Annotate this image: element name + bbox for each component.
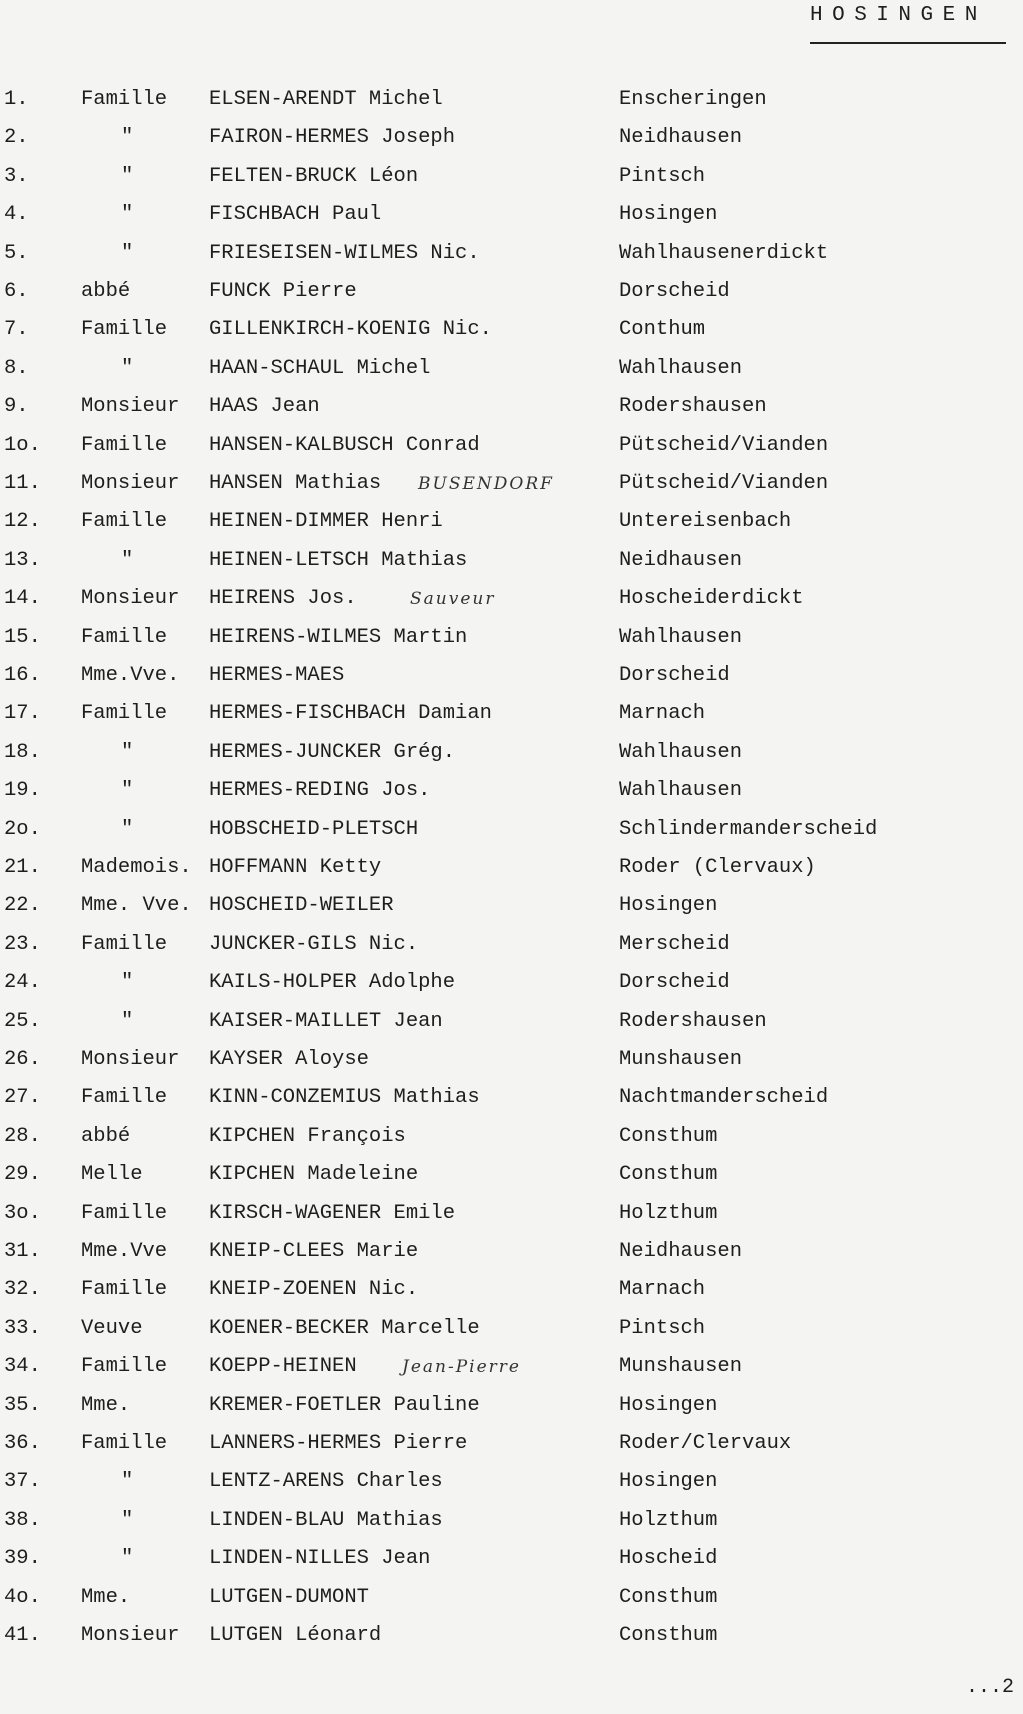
row-number: 31.	[4, 1240, 41, 1263]
row-name: LUTGEN-DUMONT	[209, 1585, 369, 1609]
row-title: Monsieur	[81, 395, 180, 419]
header-underline	[810, 42, 1006, 44]
row-title: Famille	[81, 932, 168, 956]
row-title: "	[121, 740, 134, 764]
row-title: "	[121, 1547, 134, 1571]
row-title: Famille	[81, 625, 168, 649]
row-number: 32.	[4, 1278, 41, 1302]
row-name: HEIRENS Jos.	[209, 587, 357, 611]
row-name: KAILS-HOLPER Adolphe	[209, 971, 456, 995]
handwritten-annotation: BUSENDORF	[418, 474, 554, 494]
row-name: HAAN-SCHAUL Michel	[209, 356, 431, 380]
list-row	[0, 1509, 1023, 1545]
row-number: 9.	[4, 395, 29, 419]
row-place: Consthum	[619, 1585, 718, 1609]
row-name: FUNCK Pierre	[209, 280, 357, 303]
row-number: 2.	[4, 126, 29, 150]
row-place: Dorscheid	[619, 971, 730, 995]
row-title: "	[121, 779, 134, 803]
row-title: "	[121, 1009, 134, 1033]
row-number: 3o.	[4, 1201, 41, 1225]
row-place: Conthum	[619, 318, 706, 342]
row-name: KINN-CONZEMIUS Mathias	[209, 1086, 480, 1110]
row-number: 23.	[4, 932, 41, 956]
list-row	[0, 587, 1023, 623]
row-place: Dorscheid	[619, 280, 730, 303]
row-title: Famille	[81, 433, 168, 457]
row-number: 28.	[4, 1124, 41, 1148]
row-name: GILLENKIRCH-KOENIG Nic.	[209, 318, 492, 342]
row-number: 6.	[4, 280, 29, 303]
row-number: 24.	[4, 971, 41, 995]
list-row	[0, 88, 1023, 124]
row-name: HEINEN-DIMMER Henri	[209, 510, 443, 534]
row-place: Roder/Clervaux	[619, 1432, 792, 1455]
row-place: Wahlhausenerdickt	[619, 241, 829, 265]
list-row	[0, 1547, 1023, 1583]
row-place: Hosingen	[619, 894, 718, 918]
row-place: Hosingen	[619, 1470, 718, 1494]
row-number: 1.	[4, 88, 29, 111]
list-row	[0, 1240, 1023, 1276]
list-row	[0, 357, 1023, 393]
row-title: Mme.	[81, 1585, 131, 1609]
row-title: Mademois.	[81, 856, 192, 879]
list-row	[0, 1086, 1023, 1122]
row-name: LENTZ-ARENS Charles	[209, 1470, 443, 1494]
row-name: HANSEN Mathias	[209, 472, 382, 495]
row-title: Monsieur	[81, 472, 180, 495]
list-row	[0, 971, 1023, 1007]
row-title: Famille	[81, 1201, 168, 1225]
row-title: Monsieur	[81, 1624, 180, 1647]
list-row	[0, 510, 1023, 546]
handwritten-annotation: Sauveur	[410, 589, 496, 610]
list-row	[0, 702, 1023, 738]
row-place: Consthum	[619, 1624, 718, 1647]
list-row	[0, 126, 1023, 162]
row-name: LINDEN-BLAU Mathias	[209, 1508, 443, 1532]
row-number: 36.	[4, 1432, 41, 1455]
row-name: KAISER-MAILLET Jean	[209, 1009, 443, 1033]
row-number: 11.	[4, 472, 41, 495]
list-row	[0, 1125, 1023, 1161]
row-title: "	[121, 203, 134, 227]
row-title: "	[121, 1508, 134, 1532]
row-place: Pintsch	[619, 164, 706, 188]
row-place: Wahlhausen	[619, 779, 743, 803]
row-number: 16.	[4, 664, 41, 687]
row-name: KOENER-BECKER Marcelle	[209, 1316, 480, 1340]
row-place: Neidhausen	[619, 126, 743, 150]
list-row	[0, 1355, 1023, 1391]
list-row	[0, 1586, 1023, 1622]
list-row	[0, 165, 1023, 201]
row-place: Rodershausen	[619, 1009, 767, 1033]
row-name: LANNERS-HERMES Pierre	[209, 1432, 468, 1455]
row-place: Pütscheid/Vianden	[619, 472, 829, 495]
row-place: Rodershausen	[619, 395, 767, 419]
row-title: Mme.	[81, 1393, 131, 1417]
row-title: Famille	[81, 1278, 168, 1302]
row-number: 12.	[4, 510, 41, 534]
row-name: KAYSER Aloyse	[209, 1048, 369, 1071]
row-place: Hosingen	[619, 1393, 718, 1417]
row-name: HERMES-FISCHBACH Damian	[209, 702, 492, 726]
list-row	[0, 1202, 1023, 1238]
row-title: Famille	[81, 510, 168, 534]
row-place: Dorscheid	[619, 664, 730, 687]
row-title: Famille	[81, 702, 168, 726]
row-place: Neidhausen	[619, 1240, 743, 1263]
row-title: Famille	[81, 1432, 168, 1455]
row-place: Consthum	[619, 1163, 718, 1187]
list-row	[0, 933, 1023, 969]
row-name: LUTGEN Léonard	[209, 1624, 382, 1647]
row-name: HOSCHEID-WEILER	[209, 894, 394, 918]
row-place: Munshausen	[619, 1355, 743, 1379]
list-row	[0, 395, 1023, 431]
row-number: 21.	[4, 856, 41, 879]
row-number: 34.	[4, 1355, 41, 1379]
row-title: Monsieur	[81, 587, 180, 611]
row-place: Pintsch	[619, 1316, 706, 1340]
row-name: HEINEN-LETSCH Mathias	[209, 548, 468, 572]
list-row	[0, 472, 1023, 508]
row-place: Wahlhausen	[619, 625, 743, 649]
row-number: 27.	[4, 1086, 41, 1110]
row-number: 39.	[4, 1547, 41, 1571]
row-name: KNEIP-CLEES Marie	[209, 1240, 419, 1263]
list-row	[0, 242, 1023, 278]
row-title: Famille	[81, 88, 168, 111]
row-title: "	[121, 1470, 134, 1494]
list-row	[0, 1624, 1023, 1660]
row-number: 7.	[4, 318, 29, 342]
row-title: abbé	[81, 280, 131, 303]
list-row	[0, 203, 1023, 239]
row-name: HAAS Jean	[209, 395, 320, 419]
row-place: Hosingen	[619, 203, 718, 227]
row-place: Nachtmanderscheid	[619, 1086, 829, 1110]
row-place: Hoscheid	[619, 1547, 718, 1571]
row-title: "	[121, 356, 134, 380]
row-title: Mme.Vve	[81, 1240, 168, 1263]
list-row	[0, 1010, 1023, 1046]
row-place: Enscheringen	[619, 88, 767, 111]
row-number: 5.	[4, 241, 29, 265]
row-name: ELSEN-ARENDT Michel	[209, 88, 443, 111]
row-number: 33.	[4, 1316, 41, 1340]
row-place: Wahlhausen	[619, 356, 743, 380]
row-name: KOEPP-HEINEN	[209, 1355, 357, 1379]
row-number: 29.	[4, 1163, 41, 1187]
row-place: Hoscheiderdickt	[619, 587, 804, 611]
list-row	[0, 1470, 1023, 1506]
row-title: abbé	[81, 1124, 131, 1148]
row-number: 2o.	[4, 817, 41, 841]
row-title: "	[121, 971, 134, 995]
row-place: Holzthum	[619, 1508, 718, 1532]
row-number: 19.	[4, 779, 41, 803]
row-name: HANSEN-KALBUSCH Conrad	[209, 433, 480, 457]
list-row	[0, 779, 1023, 815]
row-title: Melle	[81, 1163, 143, 1187]
list-row	[0, 1394, 1023, 1430]
list-row	[0, 1432, 1023, 1468]
row-number: 3.	[4, 164, 29, 188]
page-continuation: ...2	[966, 1676, 1015, 1699]
row-name: KIRSCH-WAGENER Emile	[209, 1201, 456, 1225]
row-name: FRIESEISEN-WILMES Nic.	[209, 241, 480, 265]
row-number: 15.	[4, 625, 41, 649]
row-title: Mme. Vve.	[81, 894, 192, 918]
row-name: LINDEN-NILLES Jean	[209, 1547, 431, 1571]
row-title: Famille	[81, 1086, 168, 1110]
row-number: 4o.	[4, 1585, 41, 1609]
row-name: FISCHBACH Paul	[209, 203, 382, 227]
row-number: 17.	[4, 702, 41, 726]
row-place: Schlindermanderscheid	[619, 817, 878, 841]
row-name: HEIRENS-WILMES Martin	[209, 625, 468, 649]
list-row	[0, 894, 1023, 930]
row-name: FAIRON-HERMES Joseph	[209, 126, 456, 150]
list-row	[0, 1048, 1023, 1084]
row-name: JUNCKER-GILS Nic.	[209, 932, 419, 956]
row-place: Marnach	[619, 1278, 706, 1302]
row-title: Monsieur	[81, 1048, 180, 1071]
row-number: 8.	[4, 356, 29, 380]
list-row	[0, 280, 1023, 316]
row-number: 35.	[4, 1393, 41, 1417]
row-place: Neidhausen	[619, 548, 743, 572]
row-number: 41.	[4, 1624, 41, 1647]
handwritten-annotation: Jean-Pierre	[402, 1357, 521, 1378]
row-name: HOFFMANN Ketty	[209, 856, 382, 879]
row-place: Munshausen	[619, 1048, 743, 1071]
row-number: 14.	[4, 587, 41, 611]
list-row	[0, 434, 1023, 470]
row-title: "	[121, 548, 134, 572]
list-row	[0, 549, 1023, 585]
row-name: HOBSCHEID-PLETSCH	[209, 817, 419, 841]
row-number: 1o.	[4, 433, 41, 457]
list-row	[0, 1163, 1023, 1199]
row-place: Wahlhausen	[619, 740, 743, 764]
page-header-locality: HOSINGEN	[810, 4, 987, 27]
row-title: Veuve	[81, 1316, 143, 1340]
list-row	[0, 818, 1023, 854]
list-row	[0, 626, 1023, 662]
row-name: KNEIP-ZOENEN Nic.	[209, 1278, 419, 1302]
row-number: 37.	[4, 1470, 41, 1494]
list-row	[0, 1278, 1023, 1314]
row-number: 13.	[4, 548, 41, 572]
row-title: Mme.Vve.	[81, 664, 180, 687]
row-name: HERMES-REDING Jos.	[209, 779, 431, 803]
row-title: "	[121, 817, 134, 841]
row-number: 4.	[4, 203, 29, 227]
row-title: Famille	[81, 318, 168, 342]
row-place: Untereisenbach	[619, 510, 792, 534]
row-place: Marnach	[619, 702, 706, 726]
row-place: Holzthum	[619, 1201, 718, 1225]
row-name: HERMES-MAES	[209, 664, 345, 687]
row-title: "	[121, 241, 134, 265]
row-name: KREMER-FOETLER Pauline	[209, 1393, 480, 1417]
row-number: 25.	[4, 1009, 41, 1033]
row-number: 22.	[4, 894, 41, 918]
list-row	[0, 318, 1023, 354]
list-row	[0, 856, 1023, 892]
row-place: Pütscheid/Vianden	[619, 433, 829, 457]
row-number: 38.	[4, 1508, 41, 1532]
row-name: KIPCHEN François	[209, 1124, 406, 1148]
row-title: "	[121, 164, 134, 188]
list-row	[0, 1317, 1023, 1353]
row-place: Merscheid	[619, 932, 730, 956]
row-name: FELTEN-BRUCK Léon	[209, 164, 419, 188]
row-title: Famille	[81, 1355, 168, 1379]
row-name: HERMES-JUNCKER Grég.	[209, 740, 456, 764]
row-title: "	[121, 126, 134, 150]
row-number: 26.	[4, 1048, 41, 1071]
list-row	[0, 664, 1023, 700]
row-number: 18.	[4, 740, 41, 764]
row-place: Consthum	[619, 1124, 718, 1148]
row-name: KIPCHEN Madeleine	[209, 1163, 419, 1187]
row-place: Roder (Clervaux)	[619, 856, 816, 879]
list-row	[0, 741, 1023, 777]
